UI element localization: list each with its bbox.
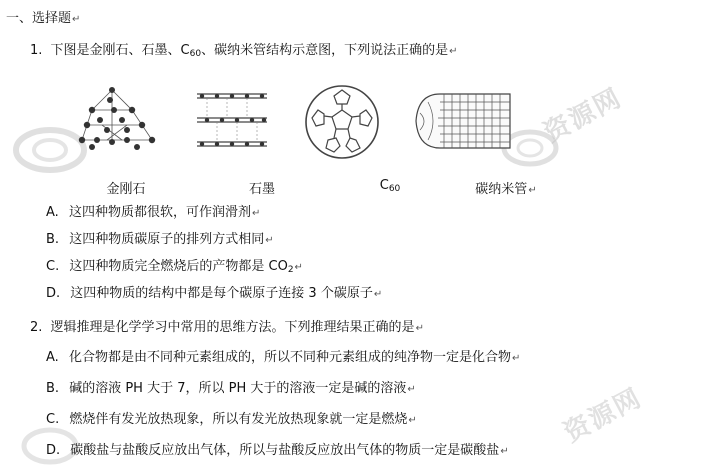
question-2-stem-text: 逻辑推理是化学学习中常用的思维方法。下列推理结果正确的是 <box>50 320 415 335</box>
option-text: 这四种物质的结构中都是每个碳原子连接 3 个碳原子 <box>70 286 373 301</box>
option-letter: C. <box>46 412 60 427</box>
paragraph-mark-icon: ↵ <box>251 208 261 219</box>
question-1-option-d[interactable] <box>46 286 382 303</box>
question-1-stem <box>30 43 457 60</box>
option-letter: D. <box>46 443 61 458</box>
option-letter: B. <box>46 381 60 396</box>
watermark-text-bottom: 资源网 <box>559 382 648 449</box>
paragraph-mark-icon: ↵ <box>72 14 81 25</box>
caption-diamond: 金刚石 <box>106 182 146 197</box>
diamond-structure-image <box>72 80 162 164</box>
caption-c60 <box>350 178 430 193</box>
nanotube-structure-image <box>410 88 514 158</box>
caption-c60-sub: 60 <box>388 184 401 194</box>
paragraph-mark-icon: ↵ <box>373 289 383 300</box>
section-heading-text: 一、选择题 <box>6 11 72 26</box>
caption-c60-text: C <box>379 178 389 193</box>
paragraph-mark-icon: ↵ <box>294 262 303 273</box>
paragraph-mark-icon: ↵ <box>408 415 417 426</box>
caption-graphite: 石墨 <box>248 182 275 197</box>
question-1-stem-tail: 、碳纳米管结构示意图，下列说法正确的是 <box>201 43 449 58</box>
option-text: 这四种物质都很软，可作润滑剂 <box>68 205 251 220</box>
graphite-structure-image <box>192 84 272 160</box>
paragraph-mark-icon: ↵ <box>415 323 424 334</box>
question-2-option-b[interactable] <box>46 381 416 398</box>
paragraph-mark-icon: ↵ <box>407 384 416 395</box>
section-heading <box>6 11 80 28</box>
caption-nanotube <box>466 178 546 197</box>
paragraph-mark-icon: ↵ <box>449 46 458 57</box>
option-text: 这四种物质碳原子的排列方式相同 <box>69 232 265 247</box>
question-1-option-a[interactable] <box>46 205 260 222</box>
option-text: 化合物都是由不同种元素组成的，所以不同种元素组成的纯净物一定是化合物 <box>68 350 511 365</box>
option-text: 这四种物质完全燃烧后的产物都是 CO <box>69 259 288 274</box>
question-2-option-c[interactable] <box>46 412 417 429</box>
watermark-text-top: 资源网 <box>539 82 628 149</box>
paragraph-mark-icon: ↵ <box>511 353 521 364</box>
question-2-number: 2. <box>30 320 43 335</box>
paragraph-mark-icon: ↵ <box>500 446 509 457</box>
question-2-option-d[interactable] <box>46 443 509 460</box>
question-1-number: 1. <box>30 43 43 58</box>
caption-nanotube-text: 碳纳米管 <box>475 182 528 197</box>
option-text: 燃烧伴有发光放热现象，所以有发光放热现象就一定是燃烧 <box>69 412 408 427</box>
question-1-option-b[interactable] <box>46 232 274 249</box>
question-2-stem <box>30 320 424 337</box>
option-letter: C. <box>46 259 60 274</box>
option-letter: B. <box>46 232 60 247</box>
question-1-stem-text: 下图是金刚石、石墨、C <box>50 43 190 58</box>
option-letter: A. <box>46 350 59 365</box>
option-text: 碱的溶液 PH 大于 7，所以 PH 大于的溶液一定是碱的溶液 <box>69 381 407 396</box>
option-text: 碳酸盐与盐酸反应放出气体，所以与盐酸反应放出气体的物质一定是碳酸盐 <box>70 443 500 458</box>
option-letter: D. <box>46 286 61 301</box>
paragraph-mark-icon: ↵ <box>528 185 537 196</box>
c60-structure-image <box>300 82 384 166</box>
option-letter: A. <box>46 205 59 220</box>
question-2-option-a[interactable] <box>46 350 520 367</box>
paragraph-mark-icon: ↵ <box>265 235 274 246</box>
question-1-option-c[interactable] <box>46 259 303 276</box>
question-1-stem-sub: 60 <box>189 49 202 59</box>
option-text-sub: 2 <box>287 265 294 275</box>
